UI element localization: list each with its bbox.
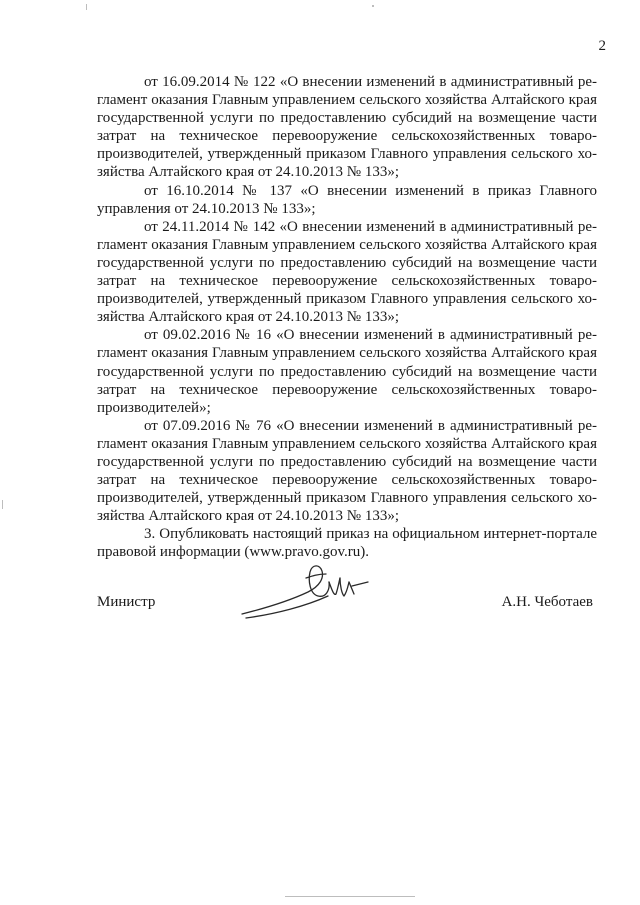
document-body [97,73,597,562]
scan-artifact [86,4,87,10]
signer-name: А.Н. Чеботаев [501,594,593,610]
paragraph-publish: 3. Опубликовать настоящий приказ на официальном интернет-портале правовой информации (www.pravo.gov.ru). [97,526,597,561]
scan-artifact [372,5,374,7]
paragraph-order-76: от 07.09.2016 № 76 «О внесении изменений в административный регламент оказания Главным управлением сельского хозяйства Алтайского края государственной услуги по предоставлению субсидий на возмещение части затрат на техническое перевооружение сельскохозяйственных товаропроизводителей, утвержденный приказом Главного управления сельского хозяйства Алтайского края от 24.10.2013 № 133»; [97,417,597,525]
scan-artifact [285,896,415,897]
scan-artifact [2,500,3,509]
paragraph-order-142: от 24.11.2014 № 142 «О внесении изменений в административный регламент оказания Главным управлением сельского хозяйства Алтайского края государственной услуги по предоставлению субсидий на возмещение части затрат на техническое перевооружение сельскохозяйственных товаропроизводителей, утвержденный приказом Главного управления сельского хозяйства Алтайского края от 24.10.2013 № 133»; [97,218,597,326]
paragraph-order-137: от 16.10.2014 № 137 «О внесении изменений в приказ Главного управления от 24.10.2013 № 133»; [97,182,597,217]
page-number: 2 [598,38,606,54]
paragraph-order-122: от 16.09.2014 № 122 «О внесении изменений в административный регламент оказания Главным управлением сельского хозяйства Алтайского края государственной услуги по предоставлению субсидий на возмещение части затрат на техническое перевооружение сельскохозяйственных товаропроизводителей, утвержденный приказом Главного управления сельского хозяйства Алтайского края от 24.10.2013 № 133»; [97,74,597,181]
paragraph-order-16: от 09.02.2016 № 16 «О внесении изменений в административный регламент оказания Главным управлением сельского хозяйства Алтайского края государственной услуги по предоставлению субсидий на возмещение части затрат на техническое перевооружение сельскохозяйственных товаропроизводителей»; [97,327,597,416]
signature-block [97,594,593,618]
signer-position: Министр [97,594,156,610]
